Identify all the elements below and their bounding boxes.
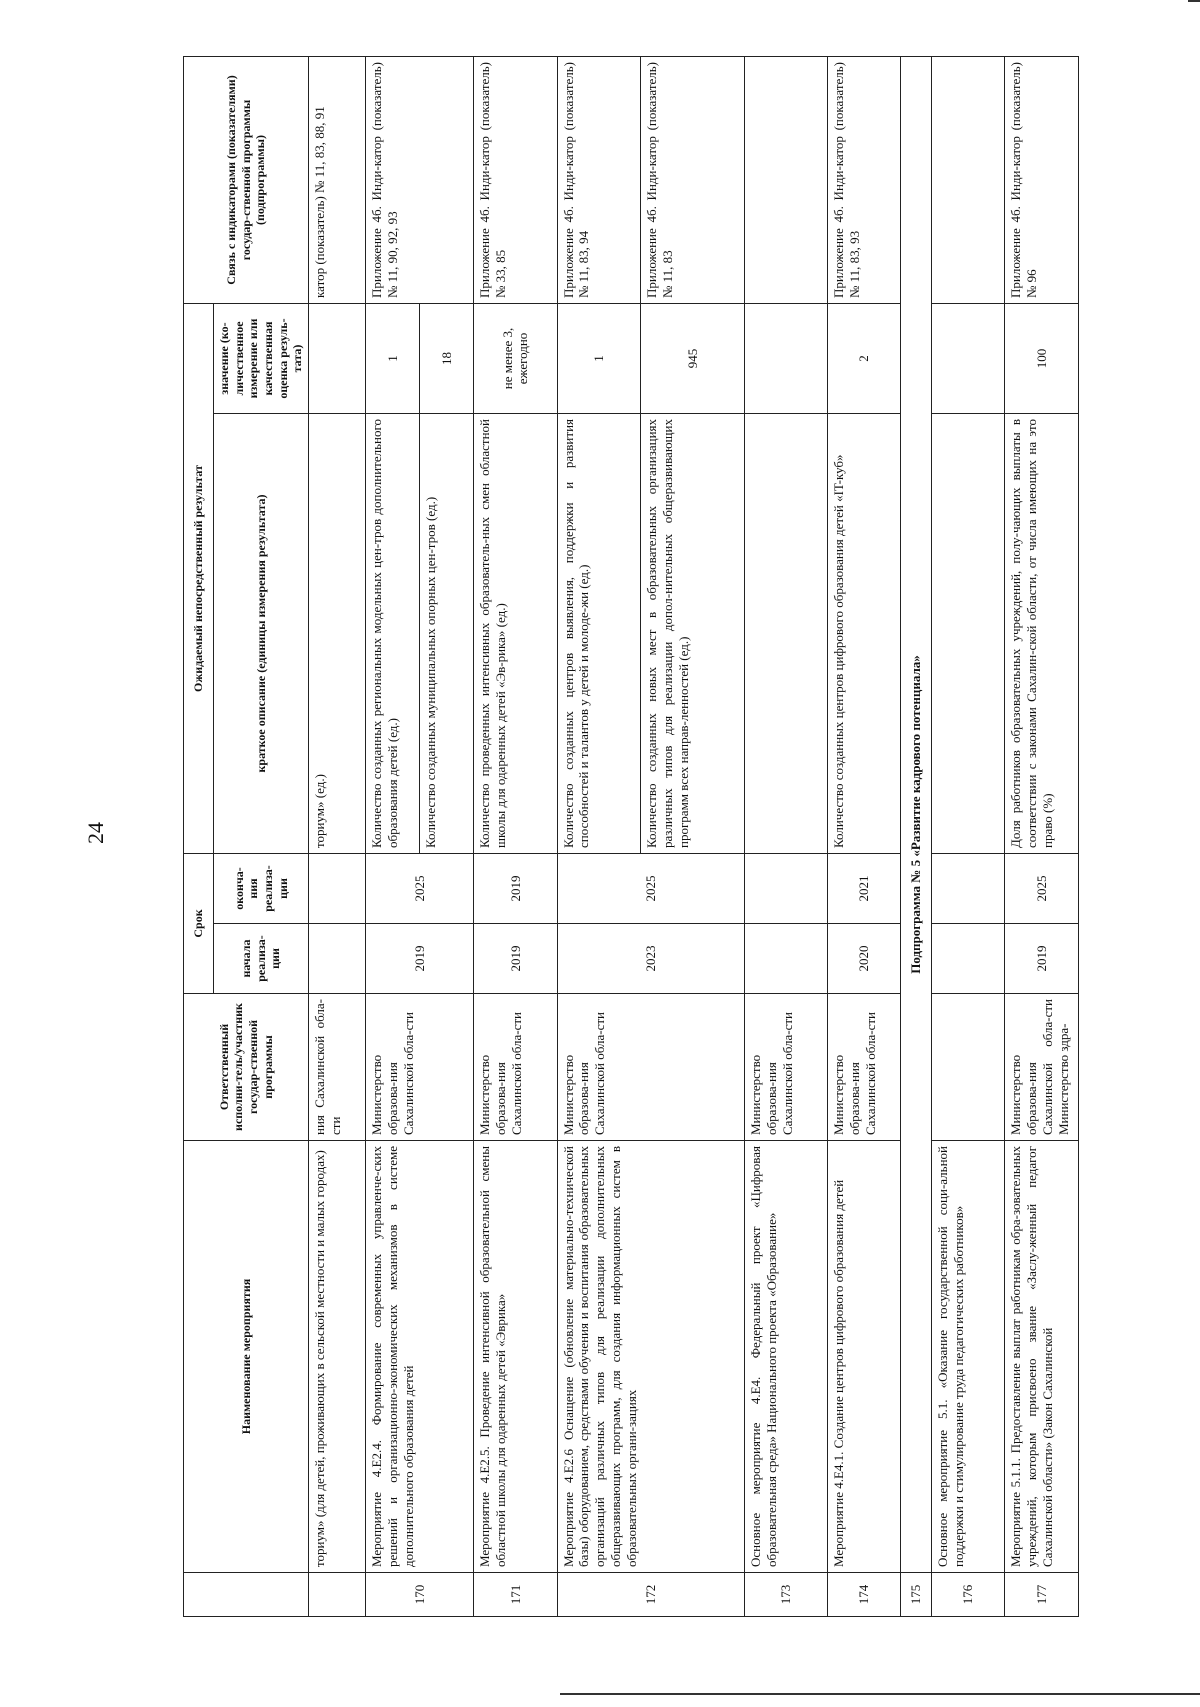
indicator-link-cell: Приложение 4б. Инди-катор (показатель) № 11, 83, 93: [828, 56, 901, 303]
row-num: 174: [828, 1573, 901, 1617]
responsible-cell: ния Сахалинской обла-сти: [308, 994, 365, 1141]
page-number: 24: [83, 822, 108, 844]
result-desc-cell: ториум» (ед.): [308, 413, 365, 853]
responsible-cell: Министерство образова-ния Сахалинской обла-сти Министерство здра-: [1005, 994, 1078, 1141]
result-value-cell: [745, 303, 828, 413]
result-value-cell: 945: [640, 303, 744, 413]
result-desc-cell: Количество созданных центров цифрового образования детей «IT-куб»: [828, 413, 901, 853]
table-row: [557, 56, 640, 1616]
responsible-cell: [932, 994, 1005, 1141]
responsible-cell: Министерство образова-ния Сахалинской обла-сти: [366, 994, 474, 1141]
responsible-cell: Министерство образова-ния Сахалинской обла-сти: [474, 994, 557, 1141]
row-num: 170: [366, 1573, 474, 1617]
event-cell: Мероприятие 4.Е2.6 Оснащение (обновление материально-технической базы) оборудованием, средствами обучения и воспитания образовательных организаций различных типов для реализации дополнительных общеразвивающих программ, для создания информационных систем в образовательных органи-зациях: [557, 1141, 744, 1573]
end-cell: [308, 853, 365, 923]
result-desc-cell: Количество созданных региональных модельных цен-тров дополнительного образования детей (ед.): [366, 413, 420, 853]
rotated-table-wrapper: [183, 57, 1078, 1617]
row-num: 171: [474, 1573, 557, 1617]
result-value-cell: 100: [1005, 303, 1078, 413]
bottom-rule: [560, 1693, 1200, 1695]
indicator-link-cell: Приложение 4б. Инди-катор (показатель) № 11, 83, 94: [557, 56, 640, 303]
result-desc-cell: Количество созданных новых мест в образовательных организациях различных типов для реализации допол-нительных общеразвивающих программ всех направ-ленностей (ед.): [640, 413, 744, 853]
event-cell: Основное мероприятие 5.1. «Оказание государственной соци-альной поддержки и стимулирование труда педагогических работников»: [932, 1141, 1005, 1573]
indicator-link-cell: катор (показатель) № 11, 83, 88, 91: [308, 56, 365, 303]
header-desc: краткое описание (единицы измерения результата): [214, 413, 309, 853]
table-row: [901, 56, 932, 1616]
event-cell: ториум» (для детей, проживающих в сельской местности и малых городах): [308, 1141, 365, 1573]
indicator-link-cell: [745, 56, 828, 303]
table-row: [366, 56, 420, 1616]
table-row: [932, 56, 1005, 1616]
event-cell: Основное мероприятие 4.Е4. Федеральный проект «Цифровая образовательная среда» Национального проекта «Образование»: [745, 1141, 828, 1573]
start-cell: 2019: [366, 924, 474, 994]
row-num: 177: [1005, 1573, 1078, 1617]
end-cell: 2025: [557, 853, 744, 923]
top-rule: [1188, 0, 1200, 2]
event-cell: Мероприятие 4.Е4.1. Создание центров цифрового образования детей: [828, 1141, 901, 1573]
table-row: [308, 56, 365, 1616]
result-value-cell: 18: [420, 303, 474, 413]
end-cell: 2025: [1005, 853, 1078, 923]
row-num: 175: [901, 1573, 932, 1617]
end-cell: 2025: [366, 853, 474, 923]
indicator-link-cell: Приложение 4б. Инди-катор (показатель) № 11, 90, 92, 93: [366, 56, 474, 303]
header-value: значение (ко-личественное измерение или качественная оценка резуль-тата): [214, 303, 309, 413]
end-cell: [745, 853, 828, 923]
indicator-link-cell: Приложение 4б. Инди-катор (показатель) № 96: [1005, 56, 1078, 303]
header-event: Наименование мероприятия: [184, 1141, 309, 1573]
subprogram-title: Подпрограмма № 5 «Развитие кадрового потенциала»: [901, 56, 932, 1572]
table-row: [745, 56, 828, 1616]
start-cell: 2019: [474, 924, 557, 994]
header-result: Ожидаемый непосредственный результат: [184, 303, 214, 853]
header-start: начала реализа-ции: [214, 924, 309, 994]
end-cell: [932, 853, 1005, 923]
indicator-link-cell: [932, 56, 1005, 303]
indicator-link-cell: Приложение 4б. Инди-катор (показатель) № 11, 83: [640, 56, 744, 303]
header-num: [184, 1573, 309, 1617]
event-cell: Мероприятие 4.Е2.4. Формирование современных управленче-ских решений и организационно-экономических механизмов в системе дополнительного образования детей: [366, 1141, 474, 1573]
event-cell: Мероприятие 5.1.1. Предоставление выплат работникам обра-зовательных учреждений, которым присвоено звание «Заслу-женный педагог Сахалинской области» (Закон Сахалинской: [1005, 1141, 1078, 1573]
end-cell: 2019: [474, 853, 557, 923]
responsible-cell: Министерство образова-ния Сахалинской обла-сти: [557, 994, 744, 1141]
result-value-cell: 2: [828, 303, 901, 413]
row-num: 176: [932, 1573, 1005, 1617]
result-value-cell: 1: [366, 303, 420, 413]
responsible-cell: Министерство образова-ния Сахалинской обла-сти: [828, 994, 901, 1141]
row-num: [308, 1573, 365, 1617]
event-cell: Мероприятие 4.Е2.5. Проведение интенсивной образовательной смены областной школы для одаренных детей «Эврика»: [474, 1141, 557, 1573]
result-desc-cell: [932, 413, 1005, 853]
indicator-link-cell: Приложение 4б. Инди-катор (показатель) № 33, 85: [474, 56, 557, 303]
start-cell: [745, 924, 828, 994]
start-cell: 2019: [1005, 924, 1078, 994]
start-cell: [932, 924, 1005, 994]
start-cell: 2020: [828, 924, 901, 994]
start-cell: [308, 924, 365, 994]
header-term: Срок: [184, 853, 214, 993]
end-cell: 2021: [828, 853, 901, 923]
result-value-cell: [308, 303, 365, 413]
result-desc-cell: Количество проведенных интенсивных образователь-ных смен областной школы для одаренных детей «Эв-рика» (ед.): [474, 413, 557, 853]
result-desc-cell: Количество созданных центров выявления, поддержки и развития способностей и талантов у детей и молоде-жи (ед.): [557, 413, 640, 853]
header-responsible: Ответственный исполни-тель/участник государ-ственной программы: [184, 994, 309, 1141]
result-desc-cell: Доля работников образовательных учреждений, полу-чающих выплаты в соответствии с законами Сахалин-ской области, от числа имеющих на это право (%): [1005, 413, 1078, 853]
result-desc-cell: [745, 413, 828, 853]
row-num: 173: [745, 1573, 828, 1617]
responsible-cell: Министерство образова-ния Сахалинской обла-сти: [745, 994, 828, 1141]
result-value-cell: 1: [557, 303, 640, 413]
header-link: Связь с индикаторами (показателями) государ-ственной программы (подпрограммы): [184, 56, 309, 303]
table-row: [828, 56, 901, 1616]
header-end: оконча-ния реализа-ции: [214, 853, 309, 923]
result-value-cell: не менее 3, ежегодно: [474, 303, 557, 413]
program-table: [183, 56, 1079, 1617]
table-row: [474, 56, 557, 1616]
result-desc-cell: Количество созданных муниципальных опорных цен-тров (ед.): [420, 413, 474, 853]
result-value-cell: [932, 303, 1005, 413]
row-num: 172: [557, 1573, 744, 1617]
table-row: [1005, 56, 1078, 1616]
start-cell: 2023: [557, 924, 744, 994]
